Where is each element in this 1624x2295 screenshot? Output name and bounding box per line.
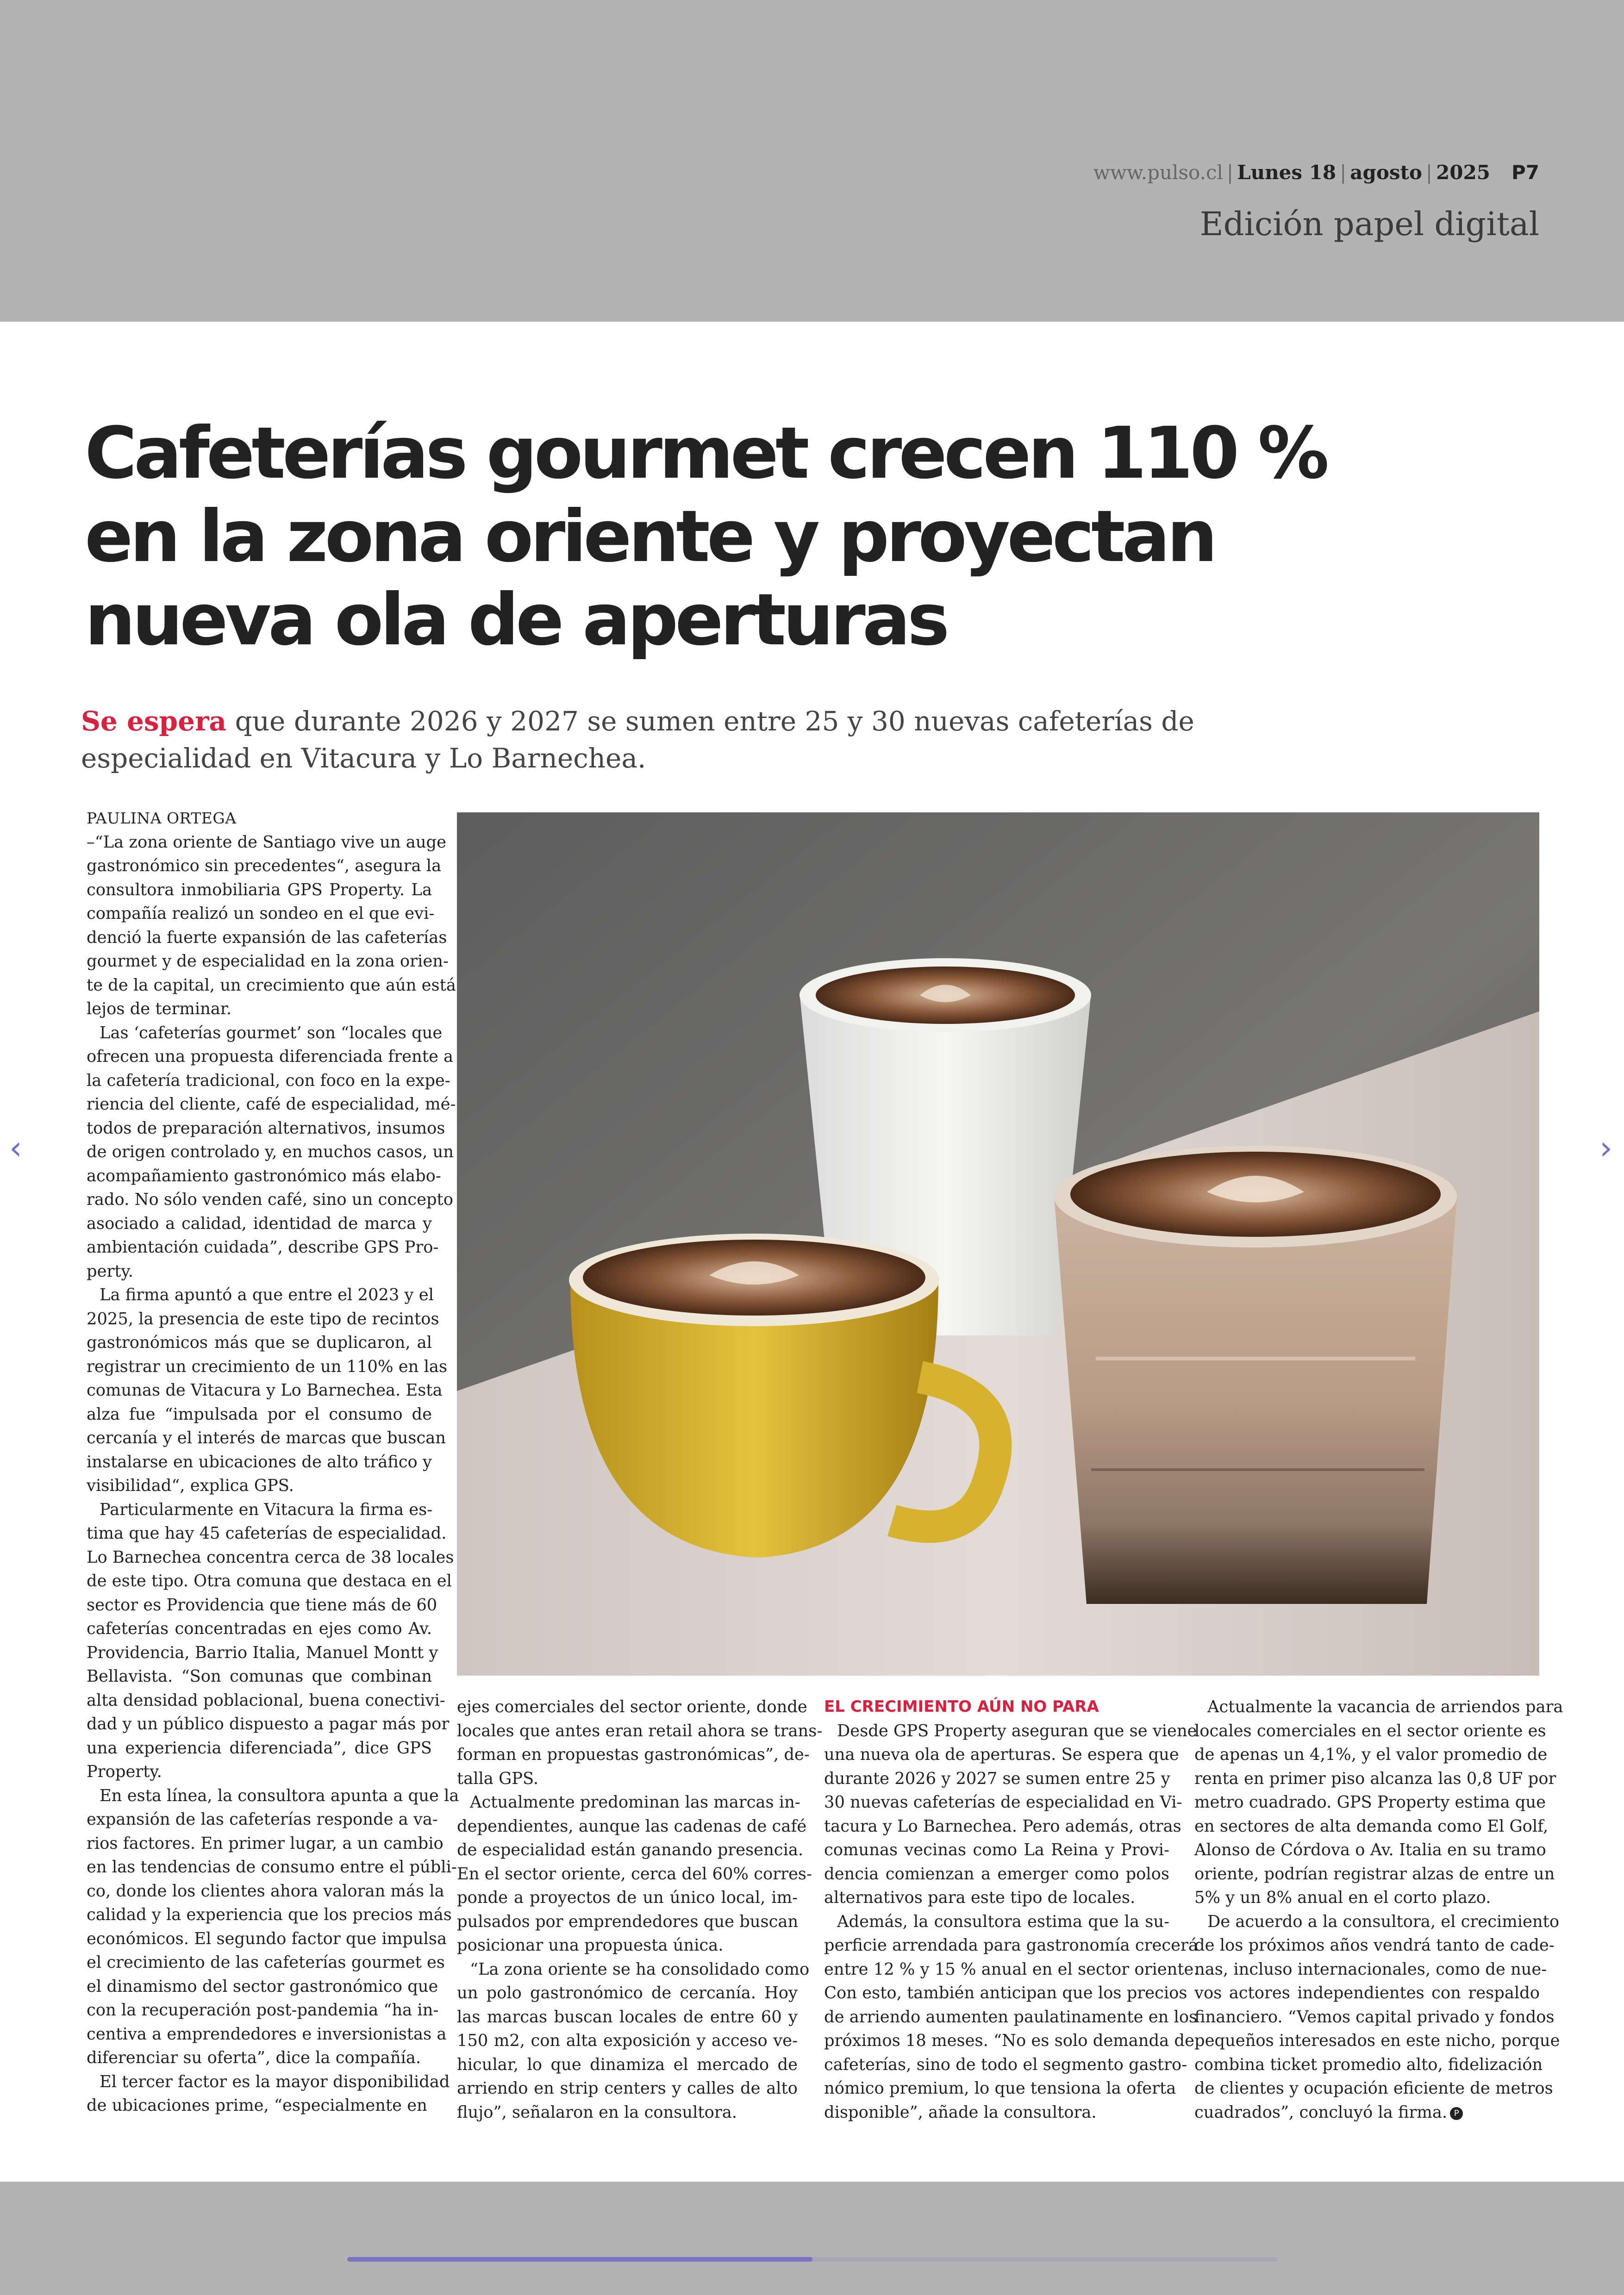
- section-subhead: EL CRECIMIENTO AÚN NO PARA: [824, 1697, 1099, 1716]
- article-line: de apenas un 4,1%, y el valor promedio de: [1194, 1745, 1548, 1764]
- article-line: dependientes, aunque las cadenas de café: [457, 1816, 807, 1836]
- site-url[interactable]: www.pulso.cl: [1093, 161, 1223, 184]
- article-line: En el sector oriente, cerca del 60% corres-: [457, 1864, 812, 1883]
- article-line: Desde GPS Property aseguran que se viene: [837, 1721, 1197, 1740]
- article-line: consultora inmobiliaria GPS Property. La: [87, 880, 432, 899]
- article-line: próximos 18 meses. “No es solo demanda de: [824, 2031, 1194, 2050]
- article-line: ponde a proyectos de un único local, im-: [457, 1888, 798, 1907]
- edition-label: Edición papel digital: [1199, 205, 1539, 243]
- article-line: en las tendencias de consumo entre el públi-: [87, 1858, 457, 1877]
- article-line: todos de preparación alternativos, insumos: [87, 1118, 445, 1138]
- article-line: un polo gastronómico de cercanía. Hoy: [457, 1983, 798, 2002]
- article-line: metro cuadrado. GPS Property estima que: [1194, 1793, 1546, 1812]
- article-line: las marcas buscan locales de entre 60 y: [457, 2007, 798, 2027]
- article-line: cuadrados”, concluyó la firma. P: [1194, 2101, 1540, 2125]
- article-line: 2025, la presencia de este tipo de recintos: [87, 1309, 439, 1328]
- article-line: cafeterías concentradas en ejes como Av.: [87, 1619, 432, 1638]
- article-line: centiva a emprendedores e inversionistas a: [87, 2024, 447, 2044]
- article-column-1: [87, 806, 459, 2118]
- date-day: Lunes 18: [1237, 161, 1337, 184]
- deck-kicker: Se espera: [81, 705, 227, 737]
- article-line: Providencia, Barrio Italia, Manuel Montt y: [87, 1643, 438, 1662]
- deck: [81, 703, 1211, 777]
- article-line: nas, incluso internacionales, como de nue-: [1194, 1959, 1547, 1979]
- article-line: El tercer factor es la mayor disponibilidad: [100, 2072, 450, 2091]
- article-line: En esta línea, la consultora apunta a que la: [100, 1786, 459, 1805]
- coffee-photo: [457, 812, 1539, 1676]
- article-line: locales comerciales en el sector oriente es: [1194, 1721, 1546, 1740]
- article-line: durante 2026 y 2027 se sumen entre 25 y: [824, 1769, 1170, 1788]
- article-line: Actualmente predominan las marcas in-: [470, 1793, 800, 1812]
- article-line: diferenciar su oferta”, dice la compañía.: [87, 2048, 421, 2067]
- article-line: posicionar una propuesta única.: [457, 1936, 724, 1955]
- article-line: 30 nuevas cafeterías de especialidad en Vi-: [824, 1793, 1182, 1812]
- article-line: con la recuperación post-pandemia “ha in-: [87, 2001, 439, 2020]
- chevron-right-icon[interactable]: ›: [1599, 1129, 1612, 1167]
- date-month: agosto: [1350, 161, 1422, 184]
- article-line: calidad y la experiencia que los precios más: [87, 1905, 452, 1924]
- article-line: ofrecen una propuesta diferenciada frente a: [87, 1047, 454, 1066]
- date-year: 2025: [1436, 161, 1490, 184]
- article-line: cafeterías, sino de todo el segmento gastro-: [824, 2055, 1187, 2074]
- article-line: asociado a calidad, identidad de marca y: [87, 1214, 432, 1233]
- article-line: entre 12 % y 15 % anual en el sector oriente.: [824, 1959, 1199, 1979]
- article-line: –“La zona oriente de Santiago vive un auge: [87, 832, 447, 852]
- article-line: Actualmente la vacancia de arriendos para: [1207, 1697, 1563, 1716]
- article-line: gastronómicos más que se duplicaron, al: [87, 1333, 432, 1352]
- article-line: lejos de terminar.: [87, 999, 232, 1018]
- article-line: dad y un público dispuesto a pagar más por: [87, 1715, 450, 1734]
- article-line: el crecimiento de las cafeterías gourmet es: [87, 1953, 445, 1972]
- article-line: comunas vecinas como La Reina y Provi-: [824, 1840, 1169, 1859]
- article-line: ejes comerciales del sector oriente, donde: [457, 1697, 807, 1716]
- article-line: perficie arrendada para gastronomía crecerá: [824, 1936, 1198, 1955]
- article-line: locales que antes eran retail ahora se trans-: [457, 1721, 823, 1740]
- article-column-2: [457, 1695, 823, 2124]
- article-line: compañía realizó un sondeo en el que evi-: [87, 904, 435, 923]
- article-line: de especialidad están ganando presencia.: [457, 1840, 804, 1859]
- article-column-4: [1194, 1695, 1563, 2124]
- article-column-3: [824, 1695, 1199, 2124]
- article-line: comunas de Vitacura y Lo Barnechea. Esta: [87, 1381, 443, 1400]
- article-line: renta en primer piso alcanza las 0,8 UF por: [1194, 1769, 1556, 1788]
- article-line: de arriendo aumenten paulatinamente en los: [824, 2007, 1198, 2027]
- article-line: visibilidad“, explica GPS.: [87, 1476, 294, 1495]
- masthead: www.pulso.cl | Lunes 18 | agosto | 2025 P7: [1093, 161, 1539, 184]
- article-line: Con esto, también anticipan que los precios: [824, 1983, 1187, 2002]
- article-line: en sectores de alta demanda como El Golf,: [1194, 1816, 1549, 1836]
- article-line: de ubicaciones prime, “especialmente en: [87, 2096, 427, 2115]
- article-line: gourmet y de especialidad en la zona orien-: [87, 952, 449, 971]
- article-line: talla GPS.: [457, 1769, 539, 1788]
- page-progress-fill: [347, 2257, 812, 2262]
- article-line: el dinamismo del sector gastronómico que: [87, 1977, 438, 1996]
- article-line: de clientes y ocupación eficiente de metros: [1194, 2079, 1553, 2098]
- article-line: disponible”, añade la consultora.: [824, 2102, 1097, 2122]
- article-line: financiero. “Vemos capital privado y fondos: [1194, 2007, 1555, 2027]
- article-line: Bellavista. “Son comunas que combinan: [87, 1667, 432, 1686]
- headline-line: Cafeterías gourmet crecen 110 %: [85, 412, 1326, 495]
- page-number: P7: [1511, 161, 1539, 184]
- end-mark-icon: P: [1450, 2107, 1463, 2120]
- article-line: registrar un crecimiento de un 110% en las: [87, 1357, 448, 1376]
- article-line: rios factores. En primer lugar, a un cambio: [87, 1834, 443, 1853]
- headline-line: en la zona oriente y proyectan: [85, 495, 1215, 578]
- article-line: denció la fuerte expansión de las cafeterías: [87, 928, 447, 947]
- article-line: expansión de las cafeterías responde a va-: [87, 1810, 438, 1829]
- article-line: gastronómico sin precedentes“, asegura la: [87, 856, 442, 875]
- article-line: Lo Barnechea concentra cerca de 38 locales: [87, 1547, 454, 1567]
- article-line: instalarse en ubicaciones de alto tráfico y: [87, 1452, 432, 1472]
- headline-line: nueva ola de aperturas: [85, 579, 947, 661]
- article-line: una nueva ola de aperturas. Se espera que: [824, 1745, 1179, 1764]
- article-line: pequeños interesados en este nicho, porque: [1194, 2031, 1560, 2050]
- article-line: la cafetería tradicional, con foco en la expe-: [87, 1071, 450, 1090]
- article-line: tima que hay 45 cafeterías de especialidad.: [87, 1524, 447, 1543]
- article-line: económicos. El segundo factor que impulsa: [87, 1929, 447, 1948]
- article-line: alta densidad poblacional, buena conectivi-: [87, 1690, 445, 1710]
- article-line: de este tipo. Otra comuna que destaca en el: [87, 1572, 452, 1590]
- article-line: vos actores independientes con respaldo: [1194, 1983, 1540, 2002]
- article-line: Particularmente en Vitacura la firma es-: [100, 1500, 433, 1519]
- headline: [85, 412, 1326, 662]
- article-line: perty.: [87, 1261, 134, 1281]
- bottom-band: [0, 2182, 1624, 2295]
- article-line: rado. No sólo venden café, sino un concepto: [87, 1190, 453, 1209]
- article-line: de los próximos años vendrá tanto de cade-: [1194, 1936, 1555, 1955]
- page-progress-bar[interactable]: [347, 2257, 1278, 2262]
- article-line: sector es Providencia que tiene más de 60: [87, 1595, 437, 1615]
- deck-text: que durante 2026 y 2027 se sumen entre 25 y 30 nuevas cafeterías de: [226, 705, 1194, 737]
- article-line: alternativos para este tipo de locales.: [824, 1888, 1136, 1907]
- article-line: Las ‘cafeterías gourmet’ son “locales que: [100, 1023, 443, 1042]
- article-line: combina ticket promedio alto, fidelización: [1194, 2055, 1543, 2074]
- article-line: hicular, lo que dinamiza el mercado de: [457, 2055, 798, 2074]
- chevron-left-icon[interactable]: ‹: [9, 1129, 22, 1167]
- article-line: La firma apuntó a que entre el 2023 y el: [100, 1285, 434, 1304]
- article-line: cercanía y el interés de marcas que buscan: [87, 1428, 446, 1447]
- article-line: De acuerdo a la consultora, el crecimiento: [1207, 1912, 1560, 1931]
- article-line: nómico premium, lo que tensiona la oferta: [824, 2079, 1176, 2098]
- article-line: Property.: [87, 1762, 162, 1781]
- article-line: ambientación cuidada”, describe GPS Pro-: [87, 1238, 439, 1257]
- article-line: 5% y un 8% anual en el corto plazo.: [1194, 1888, 1491, 1907]
- article-line: arriendo en strip centers y calles de alto: [457, 2079, 798, 2098]
- byline: PAULINA ORTEGA: [87, 809, 237, 827]
- article-line: acompañamiento gastronómico más elabo-: [87, 1166, 441, 1185]
- article-line: 150 m2, con alta exposición y acceso ve-: [457, 2031, 798, 2050]
- article-line: riencia del cliente, café de especialidad, mé-: [87, 1095, 456, 1114]
- article-line: dencia comienzan a emerger como polos: [824, 1864, 1169, 1883]
- article-line: pulsados por emprendedores que buscan: [457, 1912, 799, 1931]
- deck-text: especialidad en Vitacura y Lo Barnechea.: [81, 742, 646, 774]
- article-line: tacura y Lo Barnechea. Pero además, otras: [824, 1816, 1181, 1836]
- article-line: alza fue “impulsada por el consumo de: [87, 1404, 432, 1424]
- article-line: co, donde los clientes ahora valoran más la: [87, 1881, 444, 1901]
- article-line: de origen controlado y, en muchos casos, un: [87, 1142, 454, 1161]
- article-line: forman en propuestas gastronómicas”, de-: [457, 1745, 810, 1764]
- article-line: una experiencia diferenciada”, dice GPS: [87, 1738, 432, 1758]
- article-line: Además, la consultora estima que la su-: [837, 1912, 1169, 1931]
- article-line: “La zona oriente se ha consolidado como: [470, 1959, 810, 1979]
- article-line: flujo”, señalaron en la consultora.: [457, 2102, 737, 2122]
- article-line: oriente, podrían registrar alzas de entre un: [1194, 1864, 1555, 1883]
- article-line: te de la capital, un crecimiento que aún está: [87, 975, 456, 995]
- article-line: Alonso de Córdova o Av. Italia en su tramo: [1194, 1840, 1546, 1859]
